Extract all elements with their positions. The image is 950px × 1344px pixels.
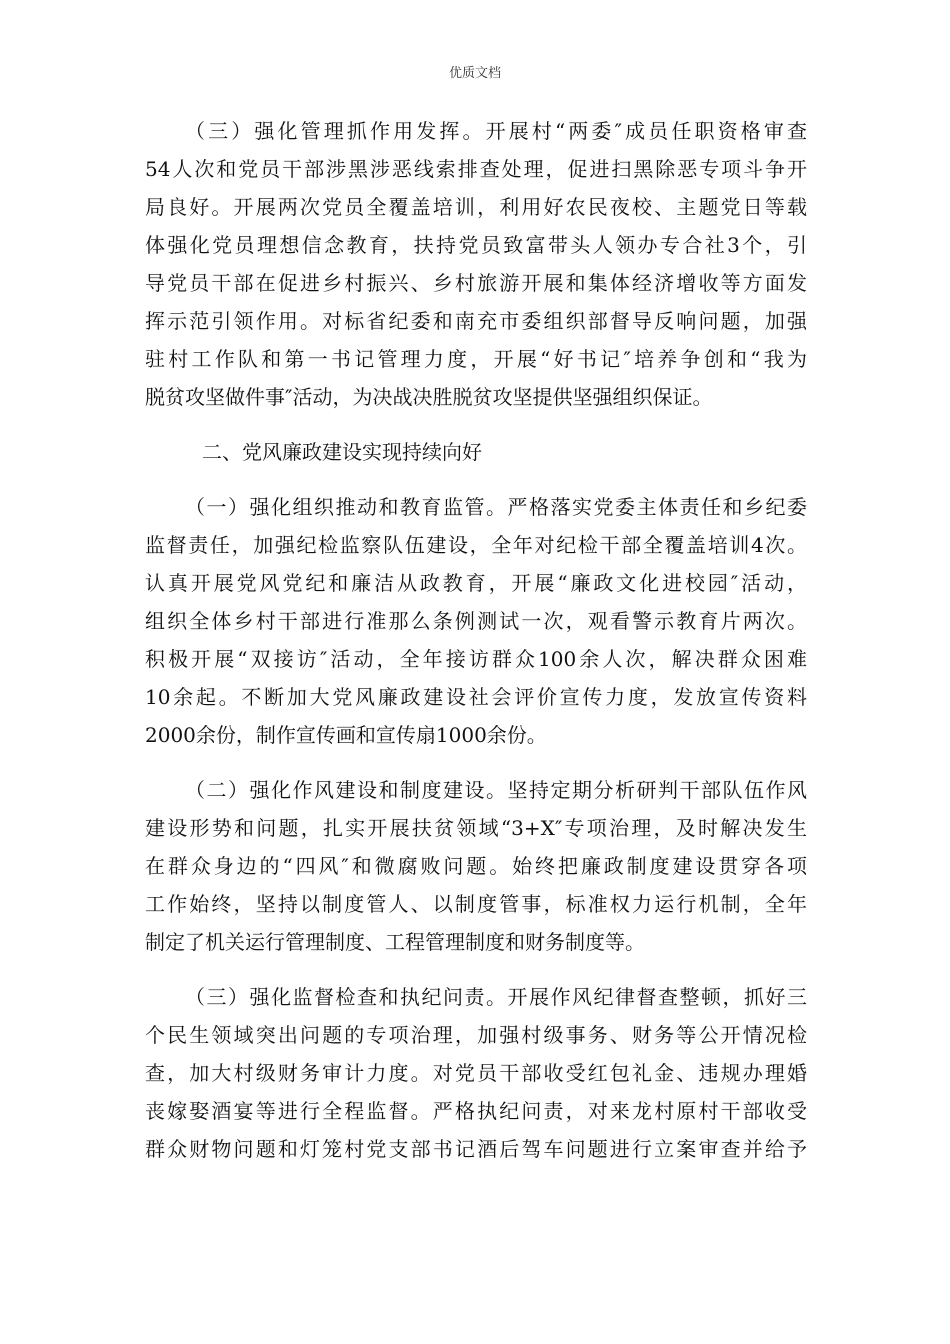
paragraph-supervision — [145, 978, 807, 1168]
text-line: 积极开展“双接访″活动，全年接访群众100余人次，解决群众困难 — [145, 647, 807, 671]
section-heading — [145, 433, 807, 471]
text-line: 丧嫁娶酒宴等进行全程监督。严格执纪问责，对来龙村原村干部收受 — [145, 1099, 807, 1123]
text-line: 个民生领域突出问题的专项治理，加强村级事务、财务等公开情况检 — [145, 1023, 807, 1047]
text-line: 工作始终，坚持以制度管人、以制度管事，标准权力运行机制，全年 — [145, 892, 807, 916]
paragraph-management — [145, 112, 807, 416]
text-line: （二）强化作风建设和制度建设。坚持定期分析研判干部队伍作风 — [185, 778, 807, 802]
text-line: 在群众身边的“四风″和微腐败问题。始终把廉政制度建设贯穿各项 — [145, 854, 807, 878]
text-line: 局良好。开展两次党员全覆盖培训，利用好农民夜校、主题党日等载 — [145, 195, 807, 219]
text-line: 10余起。不断加大党风廉政建设社会评价宣传力度，发放宣传资料 — [145, 685, 807, 709]
paragraph-work-style — [145, 771, 807, 961]
heading-text: 二、党风廉政建设实现持续向好 — [202, 440, 482, 464]
text-line: 组织全体乡村干部进行准那么条例测试一次，观看警示教育片两次。 — [145, 609, 807, 633]
text-line: 认真开展党风党纪和廉洁从政教育，开展“廉政文化进校园″活动， — [145, 571, 807, 595]
text-line: 监督责任，加强纪检监察队伍建设，全年对纪检干部全覆盖培训4次。 — [145, 533, 807, 557]
text-line: 制定了机关运行管理制度、工程管理制度和财务制度等。 — [145, 930, 645, 954]
text-line: 体强化党员理想信念教育，扶持党员致富带头人领办专合社3个，引 — [145, 233, 807, 257]
text-line: 2000余份，制作宣传画和宣传扇1000余份。 — [145, 723, 547, 747]
text-line: 导党员干部在促进乡村振兴、乡村旅游开展和集体经济增收等方面发 — [145, 271, 807, 295]
text-line: 54人次和党员干部涉黑涉恶线索排查处理，促进扫黑除恶专项斗争开 — [145, 157, 807, 181]
text-line: 建设形势和问题，扎实开展扶贫领域“3+X″专项治理，及时解决发生 — [145, 816, 807, 840]
text-line: 脱贫攻坚做件事″活动，为决战决胜脱贫攻坚提供坚强组织保证。 — [145, 385, 713, 409]
text-line: 挥示范引领作用。对标省纪委和南充市委组织部督导反响问题，加强 — [145, 309, 807, 333]
text-line: 驻村工作队和第一书记管理力度，开展“好书记″培养争创和“我为 — [145, 347, 807, 371]
text-line: 群众财物问题和灯笼村党支部书记酒后驾车问题进行立案审查并给予 — [145, 1137, 807, 1161]
text-line: 查，加大村级财务审计力度。对党员干部收受红包礼金、违规办理婚 — [145, 1061, 807, 1085]
paragraph-organization — [145, 488, 807, 754]
text-line: （三）强化监督检查和执纪问责。开展作风纪律督查整顿，抓好三 — [185, 985, 807, 1009]
text-line: （三）强化管理抓作用发挥。开展村“两委″成员任职资格审查 — [185, 119, 807, 143]
text-line: （一）强化组织推动和教育监管。严格落实党委主体责任和乡纪委 — [185, 495, 807, 519]
document-body — [145, 112, 807, 1185]
page-header: 优质文档 — [448, 66, 501, 81]
